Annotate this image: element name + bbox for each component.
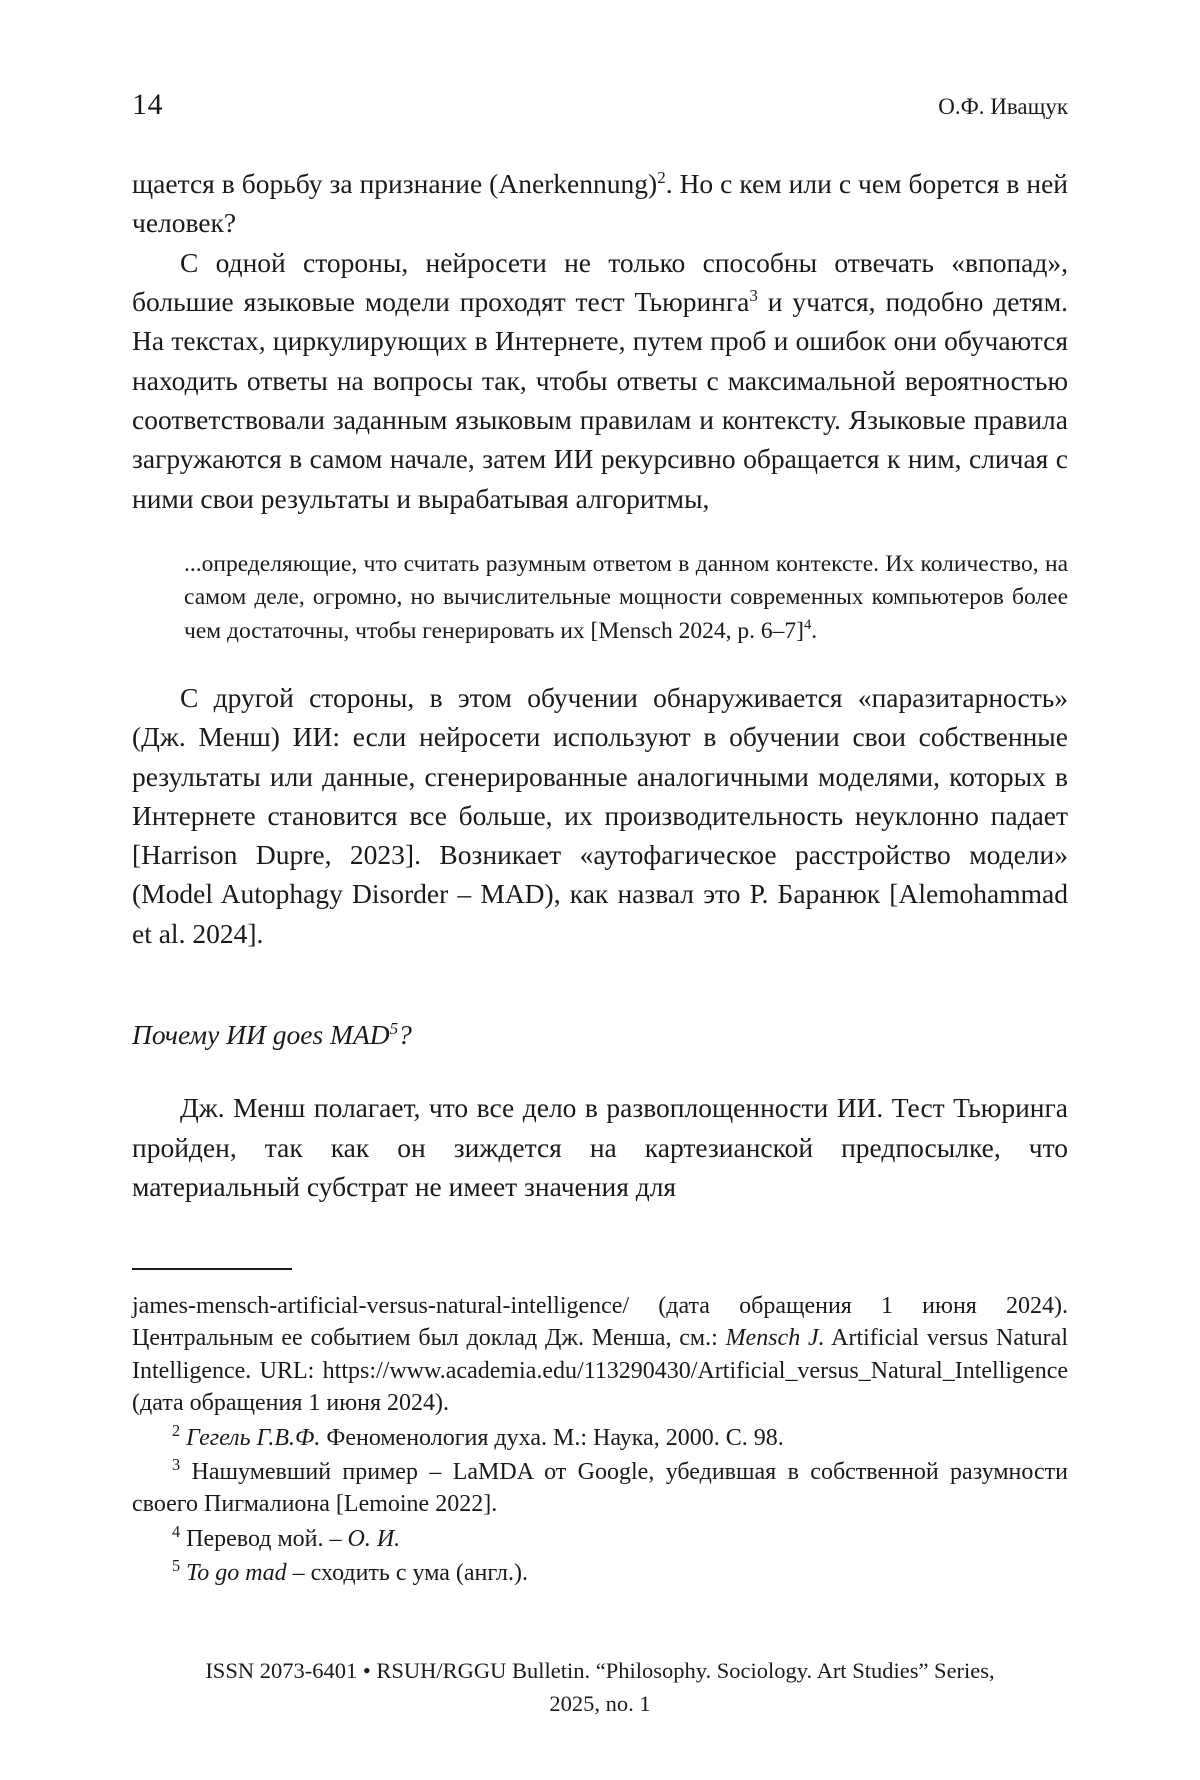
footnote-4 bbox=[132, 1523, 1068, 1555]
block-quote-text: ...определяющие, что считать разумным ответом в данном контексте. Их количество, на самом деле, огромно, но вычислительные мощности современных компьютеров более чем достаточны, чтобы генерировать их [Mensch 2024, p. 6–7] bbox=[184, 550, 1068, 644]
block-quote-paragraph bbox=[184, 548, 1068, 648]
body-text bbox=[132, 164, 1068, 1206]
footnote-ref-3: 3 bbox=[749, 285, 758, 305]
footnote-2-text: Феноменология духа. М.: Наука, 2000. С. 98. bbox=[320, 1424, 784, 1451]
footnote-5 bbox=[132, 1557, 1068, 1589]
colophon-line-2: 2025, no. 1 bbox=[549, 1690, 651, 1716]
footnote-ref-4: 4 bbox=[803, 616, 812, 633]
paragraph-2-text-b: и учатся, подобно детям. На текстах, циркулирующих в Интернете, путем проб и ошибок они обучаются находить ответы на вопросы так, чтобы ответы с максимальной вероятностью соответствовали заданным языковым правилам и контексту. Языковые правила загружаются в самом начале, затем ИИ рекурсивно обращается к ним, сличая с ними свои результаты и вырабатывая алгоритмы, bbox=[132, 285, 1068, 514]
footnote-1 bbox=[132, 1290, 1068, 1420]
footnote-3-number: 3 bbox=[172, 1454, 181, 1474]
footnote-1-italic: Mensch J. bbox=[725, 1325, 825, 1352]
section-subheading bbox=[132, 1015, 1068, 1054]
running-head bbox=[132, 88, 1068, 122]
footnote-ref-2: 2 bbox=[657, 167, 666, 187]
footnote-4-number: 4 bbox=[172, 1521, 181, 1541]
running-head-author: О.Ф. Иващук bbox=[938, 94, 1068, 119]
block-quote-tail: . bbox=[811, 617, 818, 644]
paragraph-2-text-a: С одной стороны, нейросети не только способны отвечать «впопад», большие языковые модели проходят тест Тьюринга bbox=[132, 246, 1068, 317]
section-subheading-tail: ? bbox=[398, 1019, 412, 1051]
colophon bbox=[132, 1655, 1068, 1720]
footnote-1-text-b: Artificial versus Natural Intelligence. URL: https://www.academia.edu/113290430/Artificial_versus_Natural_Intelligence (дата обращения 1 июня 2024). bbox=[132, 1325, 1068, 1417]
footnote-4-italic: О. И. bbox=[347, 1525, 401, 1552]
footnote-list bbox=[132, 1290, 1068, 1590]
footnote-2-italic: Гегель Г.В.Ф. bbox=[186, 1424, 321, 1451]
footnote-5-italic: To go mad bbox=[186, 1560, 287, 1587]
footnote-2 bbox=[132, 1422, 1068, 1454]
paragraph-3: С другой стороны, в этом обучении обнаруживается «паразитарность» (Дж. Менш) ИИ: если нейросети используют в обучении свои собственные результаты или данные, сгенерированные аналогичными моделями, которых в Интернете становится все больше, их производительность неуклонно падает [Harrison Dupre, 2023]. Возникает «аутофагическое расстройство модели» (Model Autophagy Disorder – MAD), как назвал это Р. Баранюк [Alemohammad et al. 2024]. bbox=[132, 681, 1068, 949]
footnote-5-text: – сходить с ума (англ.). bbox=[286, 1560, 528, 1587]
paragraph-1-tail: . Но с кем или с чем борется в ней человек? bbox=[132, 168, 1068, 239]
footnote-separator-rule bbox=[132, 1268, 292, 1270]
footnote-ref-5: 5 bbox=[389, 1018, 399, 1038]
footnote-3 bbox=[132, 1456, 1068, 1521]
section-subheading-text: Почему ИИ goes MAD bbox=[132, 1019, 390, 1051]
footnote-1-text-a: james-mensch-artificial-versus-natural-intelligence/ (дата обращения 1 июня 2024). Центральным ее событием был доклад Дж. Менша, см.: bbox=[132, 1293, 1068, 1352]
colophon-line-1: ISSN 2073-6401 • RSUH/RGGU Bulletin. “Philosophy. Sociology. Art Studies” Series, bbox=[205, 1658, 995, 1683]
footnote-2-number: 2 bbox=[172, 1420, 181, 1440]
paragraph-2 bbox=[132, 243, 1068, 518]
paragraph-4: Дж. Менш полагает, что все дело в развоплощенности ИИ. Тест Тьюринга пройден, так как он зиждется на картезианской предпосылке, что материальный субстрат не имеет значения для bbox=[132, 1092, 1068, 1203]
block-quote bbox=[184, 548, 1068, 648]
paragraph-continuation bbox=[132, 164, 1068, 243]
footnote-5-number: 5 bbox=[172, 1556, 181, 1576]
footnote-3-text: Нашумевший пример – LaMDA от Google, убедившая в собственной разумности своего Пигмалиона [Lemoine 2022]. bbox=[132, 1458, 1068, 1518]
footnote-area bbox=[132, 1268, 1068, 1592]
page-number: 14 bbox=[132, 88, 163, 121]
paragraph-1-text: щается в борьбу за признание (Anerkennung) bbox=[132, 168, 658, 199]
footnote-4-text: Перевод мой. – bbox=[180, 1525, 348, 1552]
